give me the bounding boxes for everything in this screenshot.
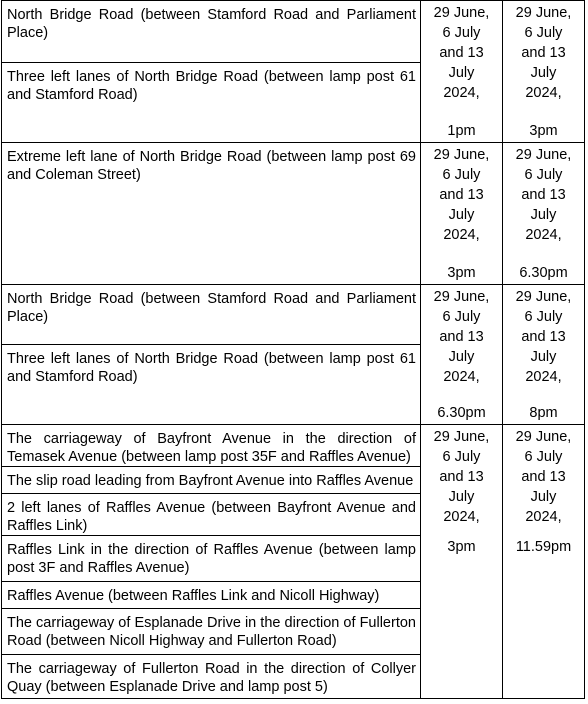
time-value: 11.59pm [515, 539, 572, 555]
date-line: July [530, 349, 557, 365]
time-value: 6.30pm [519, 265, 568, 281]
time-value: 8pm [529, 405, 558, 421]
date-line: and 13 [521, 469, 566, 485]
date-line: and 13 [521, 187, 566, 203]
start-time-cell [421, 425, 503, 699]
start-time-cell [421, 285, 503, 425]
end-time-cell [503, 143, 585, 285]
date-line: 29 June, [515, 5, 572, 21]
date-line: July [448, 489, 475, 505]
end-time-cell [503, 285, 585, 425]
date-line: 6 July [442, 167, 481, 183]
date-line: 29 June, [433, 147, 490, 163]
time-value: 3pm [447, 265, 476, 281]
time-value: 3pm [447, 539, 476, 555]
table-row [2, 1, 585, 63]
date-line: July [530, 65, 557, 81]
road-cell: Three left lanes of North Bridge Road (between lamp post 61 and Stamford Road) [2, 345, 421, 425]
date-line: July [448, 349, 475, 365]
date-line: 2024, [525, 85, 562, 101]
date-line: 6 July [524, 167, 563, 183]
date-line: 6 July [442, 25, 481, 41]
date-line: 29 June, [515, 147, 572, 163]
date-line: July [448, 207, 475, 223]
table-row [2, 143, 585, 285]
date-line: 29 June, [515, 429, 572, 445]
road-cell: The carriageway of Bayfront Avenue in the direction of Temasek Avenue (between lamp post 35F and Raffles Avenue) [2, 425, 421, 467]
road-cell: The carriageway of Fullerton Road in the direction of Collyer Quay (between Esplanade Drive and lamp post 5) [2, 655, 421, 699]
road-cell: The carriageway of Esplanade Drive in the direction of Fullerton Road (between Nicoll Highway and Fullerton Road) [2, 609, 421, 655]
road-cell: Three left lanes of North Bridge Road (between lamp post 61 and Stamford Road) [2, 63, 421, 143]
table-row [2, 425, 585, 467]
date-line: 29 June, [433, 289, 490, 305]
time-value: 1pm [447, 123, 476, 139]
end-time-cell [503, 425, 585, 699]
road-cell: The slip road leading from Bayfront Avenue into Raffles Avenue [2, 467, 421, 494]
date-line: 6 July [524, 449, 563, 465]
date-line: and 13 [521, 329, 566, 345]
date-line: and 13 [439, 187, 484, 203]
date-line: July [448, 65, 475, 81]
date-line: 29 June, [433, 429, 490, 445]
start-time-cell [421, 1, 503, 143]
date-line: and 13 [439, 329, 484, 345]
road-cell: North Bridge Road (between Stamford Road and Parliament Place) [2, 285, 421, 345]
road-cell: Extreme left lane of North Bridge Road (between lamp post 69 and Coleman Street) [2, 143, 421, 285]
date-line: and 13 [521, 45, 566, 61]
road-cell: North Bridge Road (between Stamford Road and Parliament Place) [2, 1, 421, 63]
road-cell: 2 left lanes of Raffles Avenue (between Bayfront Avenue and Raffles Link) [2, 494, 421, 536]
date-line: and 13 [439, 45, 484, 61]
date-line: 2024, [443, 85, 480, 101]
start-time-cell [421, 143, 503, 285]
date-line: 2024, [443, 369, 480, 385]
date-line: 2024, [525, 369, 562, 385]
date-line: 2024, [525, 509, 562, 525]
date-line: 29 June, [515, 289, 572, 305]
date-line: 2024, [525, 227, 562, 243]
road-closure-table [1, 0, 585, 699]
time-value: 3pm [529, 123, 558, 139]
date-line: 2024, [443, 227, 480, 243]
table-row [2, 285, 585, 345]
date-line: 6 July [524, 309, 563, 325]
time-value: 6.30pm [437, 405, 486, 421]
road-cell: Raffles Avenue (between Raffles Link and Nicoll Highway) [2, 582, 421, 609]
date-line: 6 July [524, 25, 563, 41]
date-line: 2024, [443, 509, 480, 525]
date-line: and 13 [439, 469, 484, 485]
date-line: 6 July [442, 449, 481, 465]
date-line: July [530, 207, 557, 223]
date-line: July [530, 489, 557, 505]
date-line: 29 June, [433, 5, 490, 21]
road-cell: Raffles Link in the direction of Raffles Avenue (between lamp post 3F and Raffles Avenue) [2, 536, 421, 582]
date-line: 6 July [442, 309, 481, 325]
end-time-cell [503, 1, 585, 143]
